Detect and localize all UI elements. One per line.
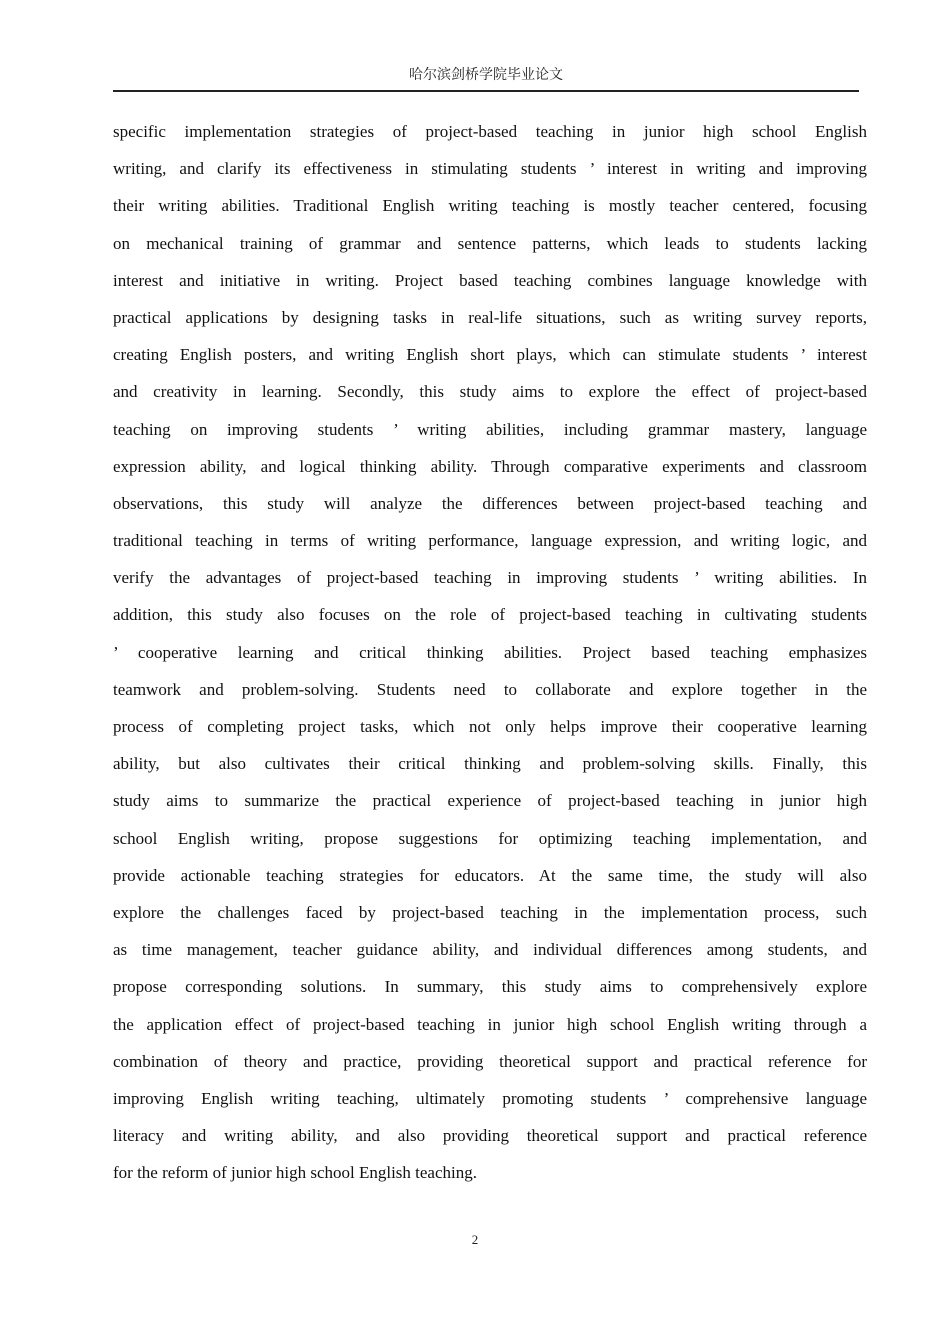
text-line: ability, but also cultivates their critical thinking and problem-solving skills. Finally, this: [113, 754, 867, 774]
text-line: verify the advantages of project-based teaching in improving students ’ writing abilities. In: [113, 568, 867, 588]
text-line: process of completing project tasks, which not only helps improve their cooperative learning: [113, 717, 867, 736]
text-line: ’ cooperative learning and critical thinking abilities. Project based teaching emphasizes: [113, 642, 867, 662]
page-number: 2: [471, 1232, 479, 1247]
text-line: interest and initiative in writing. Project based teaching combines language knowledge with: [113, 270, 867, 290]
text-line: teamwork and problem-solving. Students need to collaborate and explore together in the: [113, 679, 867, 699]
text-line: study aims to summarize the practical experience of project-based teaching in junior high: [113, 791, 867, 811]
text-line: expression ability, and logical thinking ability. Through comparative experiments and classroom: [113, 456, 867, 476]
text-line: as time management, teacher guidance ability, and individual differences among students, and: [113, 940, 867, 960]
text-line: the application effect of project-based teaching in junior high school English writing through a: [113, 1014, 867, 1034]
text-line: propose corresponding solutions. In summary, this study aims to comprehensively explore: [113, 977, 867, 997]
text-line: traditional teaching in terms of writing performance, language expression, and writing logic, and: [113, 531, 867, 551]
text-line: provide actionable teaching strategies for educators. At the same time, the study will also: [113, 865, 867, 885]
header-title: 哈尔滨剑桥学院毕业论文: [409, 67, 563, 83]
text-line: on mechanical training of grammar and sentence patterns, which leads to students lacking: [113, 233, 867, 253]
text-line: specific implementation strategies of project-based teaching in junior high school English: [113, 122, 867, 141]
text-line: and creativity in learning. Secondly, this study aims to explore the effect of project-based: [113, 382, 867, 402]
text-line: teaching on improving students ’ writing abilities, including grammar mastery, language: [113, 419, 867, 439]
text-line: improving English writing teaching, ultimately promoting students ’ comprehensive language: [113, 1088, 867, 1108]
text-line: explore the challenges faced by project-based teaching in the implementation process, such: [113, 902, 867, 922]
text-line: practical applications by designing tasks in real-life situations, such as writing survey reports,: [113, 307, 867, 327]
text-line: combination of theory and practice, providing theoretical support and practical reference for: [113, 1051, 867, 1071]
text-line: school English writing, propose suggestions for optimizing teaching implementation, and: [113, 828, 867, 848]
body-paragraph: [113, 113, 867, 1191]
text-line: for the reform of junior high school English teaching.: [113, 1163, 477, 1183]
text-line: observations, this study will analyze the differences between project-based teaching and: [113, 493, 867, 513]
page-header: [113, 62, 859, 92]
text-line: writing, and clarify its effectiveness in stimulating students ’ interest in writing and improving: [113, 159, 867, 179]
text-line: creating English posters, and writing English short plays, which can stimulate students ’ interest: [113, 345, 867, 365]
text-line: literacy and writing ability, and also providing theoretical support and practical reference: [113, 1126, 867, 1146]
text-line: their writing abilities. Traditional English writing teaching is mostly teacher centered, focusing: [113, 196, 867, 216]
text-line: addition, this study also focuses on the role of project-based teaching in cultivating students: [113, 605, 867, 625]
